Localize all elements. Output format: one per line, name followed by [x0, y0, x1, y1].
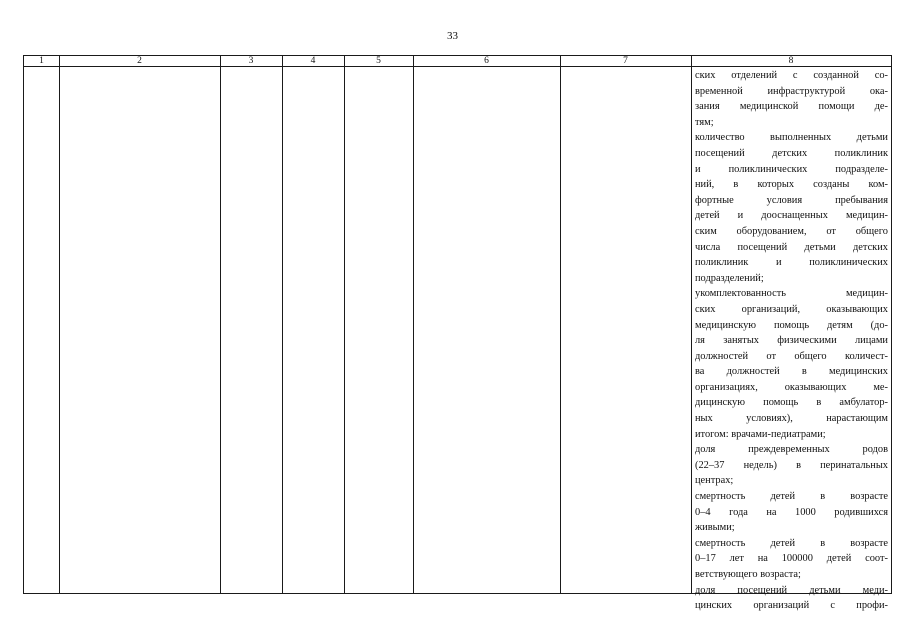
- column-divider-2: [220, 56, 221, 593]
- text-line: живыми;: [695, 522, 735, 534]
- text-line: временной инфраструктурой ока-: [695, 85, 888, 97]
- text-line: и поликлинических подразделе-: [695, 163, 888, 175]
- column-header-1: 1: [39, 56, 44, 66]
- column-divider-4: [344, 56, 345, 593]
- text-line: 0–17 лет на 100000 детей соот-: [695, 553, 888, 565]
- column-divider-1: [59, 56, 60, 593]
- document-table: [23, 55, 892, 612]
- column-header-3: 3: [248, 56, 254, 66]
- text-line: зания медицинской помощи де-: [695, 101, 888, 113]
- column-header-8: 8: [788, 56, 794, 66]
- column-divider-3: [282, 56, 283, 593]
- text-line: посещений детских поликлиник: [695, 147, 888, 159]
- text-line: подразделений;: [695, 272, 764, 284]
- text-line: ва должностей в медицинских: [695, 366, 888, 378]
- text-line: доля преждевременных родов: [695, 444, 888, 456]
- text-line: доля посещений детьми меди-: [695, 584, 888, 596]
- text-line: центрах;: [695, 475, 734, 487]
- text-line: ских организаций, оказывающих: [695, 303, 888, 315]
- page-number: 33: [447, 30, 458, 42]
- column-header-7: 7: [623, 56, 628, 66]
- text-line: поликлиник и поликлинических: [695, 257, 888, 269]
- text-line: итогом: врачами-педиатрами;: [695, 428, 826, 440]
- column-header-2: 2: [137, 56, 142, 66]
- column-header-5: 5: [376, 56, 381, 66]
- text-line: тям;: [695, 116, 714, 128]
- text-line: ским оборудованием, от общего: [695, 225, 888, 237]
- header-row-divider: [24, 66, 891, 67]
- text-line: детей и дооснащенных медицин-: [695, 210, 888, 222]
- text-line: должностей от общего количест-: [695, 350, 888, 362]
- text-line: организациях, оказывающих ме-: [695, 381, 888, 393]
- column-divider-6: [560, 56, 561, 593]
- text-line: ветствующего возраста;: [695, 569, 801, 580]
- text-line: смертность детей в возрасте: [695, 491, 888, 503]
- text-line: дицинскую помощь в амбулатор-: [695, 397, 888, 409]
- text-line: укомплектованность медицин-: [695, 288, 888, 300]
- text-line: 0–4 года на 1000 родившихся: [695, 506, 888, 518]
- text-line: ских отделений с созданной со-: [695, 70, 888, 81]
- column-divider-5: [413, 56, 414, 593]
- text-line: цинских организаций с профи-: [695, 600, 888, 612]
- text-line: (22–37 недель) в перинатальных: [695, 459, 888, 471]
- column-divider-7: [691, 56, 692, 593]
- text-line: ний, в которых созданы ком-: [695, 179, 888, 191]
- text-line: медицинскую помощь детям (до-: [695, 319, 888, 331]
- column-header-6: 6: [484, 56, 489, 66]
- column-8-text: [695, 68, 888, 614]
- text-line: числа посещений детьми детских: [695, 241, 888, 253]
- column-header-4: 4: [310, 56, 316, 66]
- text-line: смертность детей в возрасте: [695, 537, 888, 549]
- text-line: ных условиях), нарастающим: [695, 413, 888, 425]
- text-line: фортные условия пребывания: [695, 194, 888, 206]
- text-line: количество выполненных детьми: [695, 132, 888, 144]
- text-line: ля занятых физическими лицами: [695, 335, 888, 347]
